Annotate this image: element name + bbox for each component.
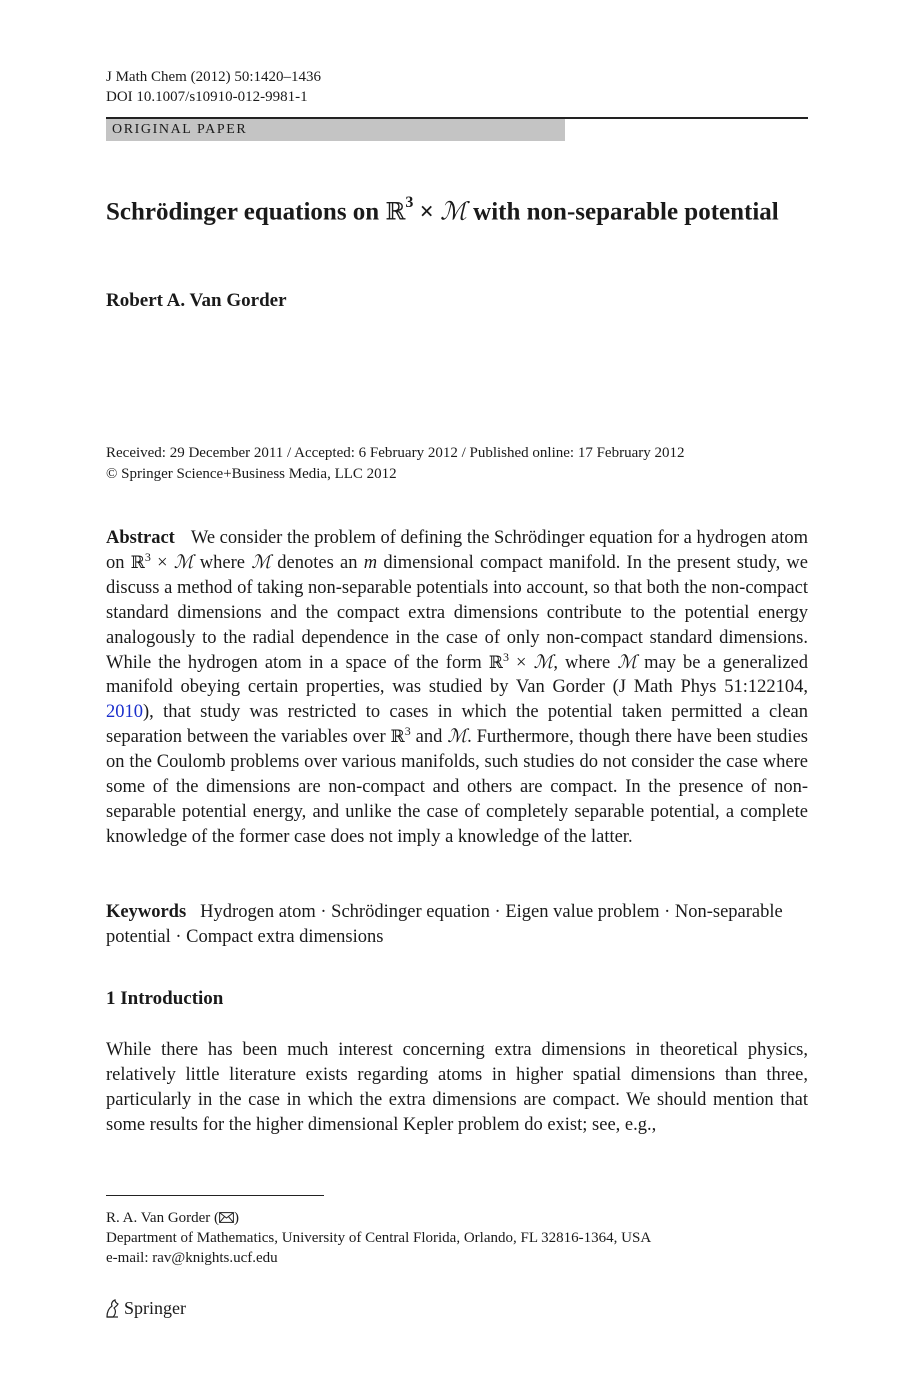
- author-footnote: [106, 1208, 651, 1268]
- article-type-label: ORIGINAL PAPER: [112, 122, 248, 137]
- reals-symbol: ℝ: [390, 727, 405, 748]
- introduction-paragraph: While there has been much interest concerning extra dimensions in theoretical physics, relatively little literature exists regarding atoms in higher spatial dimensions than three, particularly in the case in which the extra dimensions are compact. We should mention that some results for the higher dimensional Kepler problem do exist; see, e.g.,: [106, 1040, 808, 1135]
- footnote-email: e-mail: rav@knights.ucf.edu: [106, 1250, 278, 1266]
- abstract: [106, 526, 808, 850]
- exponent: 3: [502, 649, 509, 664]
- times-symbol: ×: [150, 552, 174, 573]
- manifold-symbol: ℳ: [447, 727, 468, 748]
- paper-title: [106, 190, 826, 228]
- abstract-text: dimensional compact manifold. In the present study, we discuss a method of taking non-separable potentials into account, so that both the non-compact standard dimensions and the compact extra dimensions contribute to the potential energy analogously to the radial dependence in the case of only non-compact standard dimensions. While the hydrogen atom in a space of the form: [106, 552, 809, 673]
- envelope-icon[interactable]: [219, 1212, 234, 1223]
- keywords-label: Keywords: [106, 902, 187, 922]
- title-manifold-symbol: ℳ: [440, 198, 467, 226]
- footnote-rule: [106, 1195, 324, 1196]
- dates-line: Received: 29 December 2011 / Accepted: 6 February 2012 / Published online: 17 February 2012: [106, 445, 685, 461]
- exponent: 3: [404, 724, 411, 739]
- title-times: ×: [413, 198, 441, 226]
- section-heading: 1 Introduction: [106, 988, 224, 1009]
- journal-line: J Math Chem (2012) 50:1420–1436: [106, 69, 321, 85]
- publisher-name: Springer: [124, 1298, 186, 1318]
- reals-symbol: ℝ: [130, 552, 145, 573]
- author-name: Robert A. Van Gorder: [106, 290, 287, 311]
- exponent: 3: [144, 549, 151, 564]
- abstract-text: We consider the problem of defining the Schrödinger equation for a hydrogen atom on: [106, 528, 808, 573]
- footnote-department: Department of Mathematics, University of Central Florida, Orlando, FL 32816-1364, USA: [106, 1230, 652, 1246]
- title-reals-symbol: ℝ: [385, 197, 406, 226]
- abstract-text: where: [193, 552, 252, 573]
- dimension-variable: m: [363, 552, 378, 573]
- title-exponent: 3: [405, 194, 414, 211]
- manifold-symbol: ℳ: [533, 652, 554, 673]
- keywords-list: Hydrogen atom · Schrödinger equation · Eigen value problem · Non-separable potential · Compact extra dimensions: [106, 902, 783, 947]
- abstract-text: , where: [553, 652, 618, 673]
- abstract-text: denotes an: [271, 552, 364, 573]
- publication-dates: [106, 443, 684, 485]
- footnote-author-line: [106, 1208, 651, 1228]
- citation-link[interactable]: 2010: [106, 702, 143, 723]
- title-text-1: Schrödinger equations on: [106, 198, 386, 226]
- abstract-text: ), that study was restricted to cases in which the potential taken permitted a clean separation between the variables over: [106, 702, 808, 748]
- keywords: [106, 900, 808, 950]
- abstract-text: . Furthermore, though there have been studies on the Coulomb problems over various manifolds, such studies do not consider the case where some of the dimensions are non-compact and others are compact. In the presence of non-separable potential energy, and unlike the case of completely separable potential, a complete knowledge of the former case does not imply a knowledge of the latter.: [106, 727, 808, 847]
- doi-line: DOI 10.1007/s10910-012-9981-1: [106, 89, 308, 105]
- journal-citation: [106, 67, 321, 107]
- manifold-symbol: ℳ: [617, 652, 638, 673]
- abstract-text: may be a generalized manifold obeying certain properties, was studied by Van Gorder (J Math Phys 51:122104,: [106, 652, 808, 698]
- reals-symbol: ℝ: [488, 652, 503, 673]
- footnote-author: R. A. Van Gorder (: [106, 1210, 220, 1226]
- footnote-paren: ): [234, 1210, 240, 1226]
- manifold-symbol: ℳ: [173, 552, 194, 573]
- times-symbol: ×: [508, 652, 534, 673]
- title-text-2: with non-separable potential: [466, 198, 779, 226]
- abstract-label: Abstract: [106, 528, 175, 548]
- abstract-text: and: [410, 727, 448, 748]
- publisher-logo: [104, 1298, 186, 1319]
- manifold-symbol: ℳ: [251, 552, 272, 573]
- springer-horse-icon: [104, 1299, 121, 1319]
- copyright-line: © Springer Science+Business Media, LLC 2012: [106, 466, 397, 482]
